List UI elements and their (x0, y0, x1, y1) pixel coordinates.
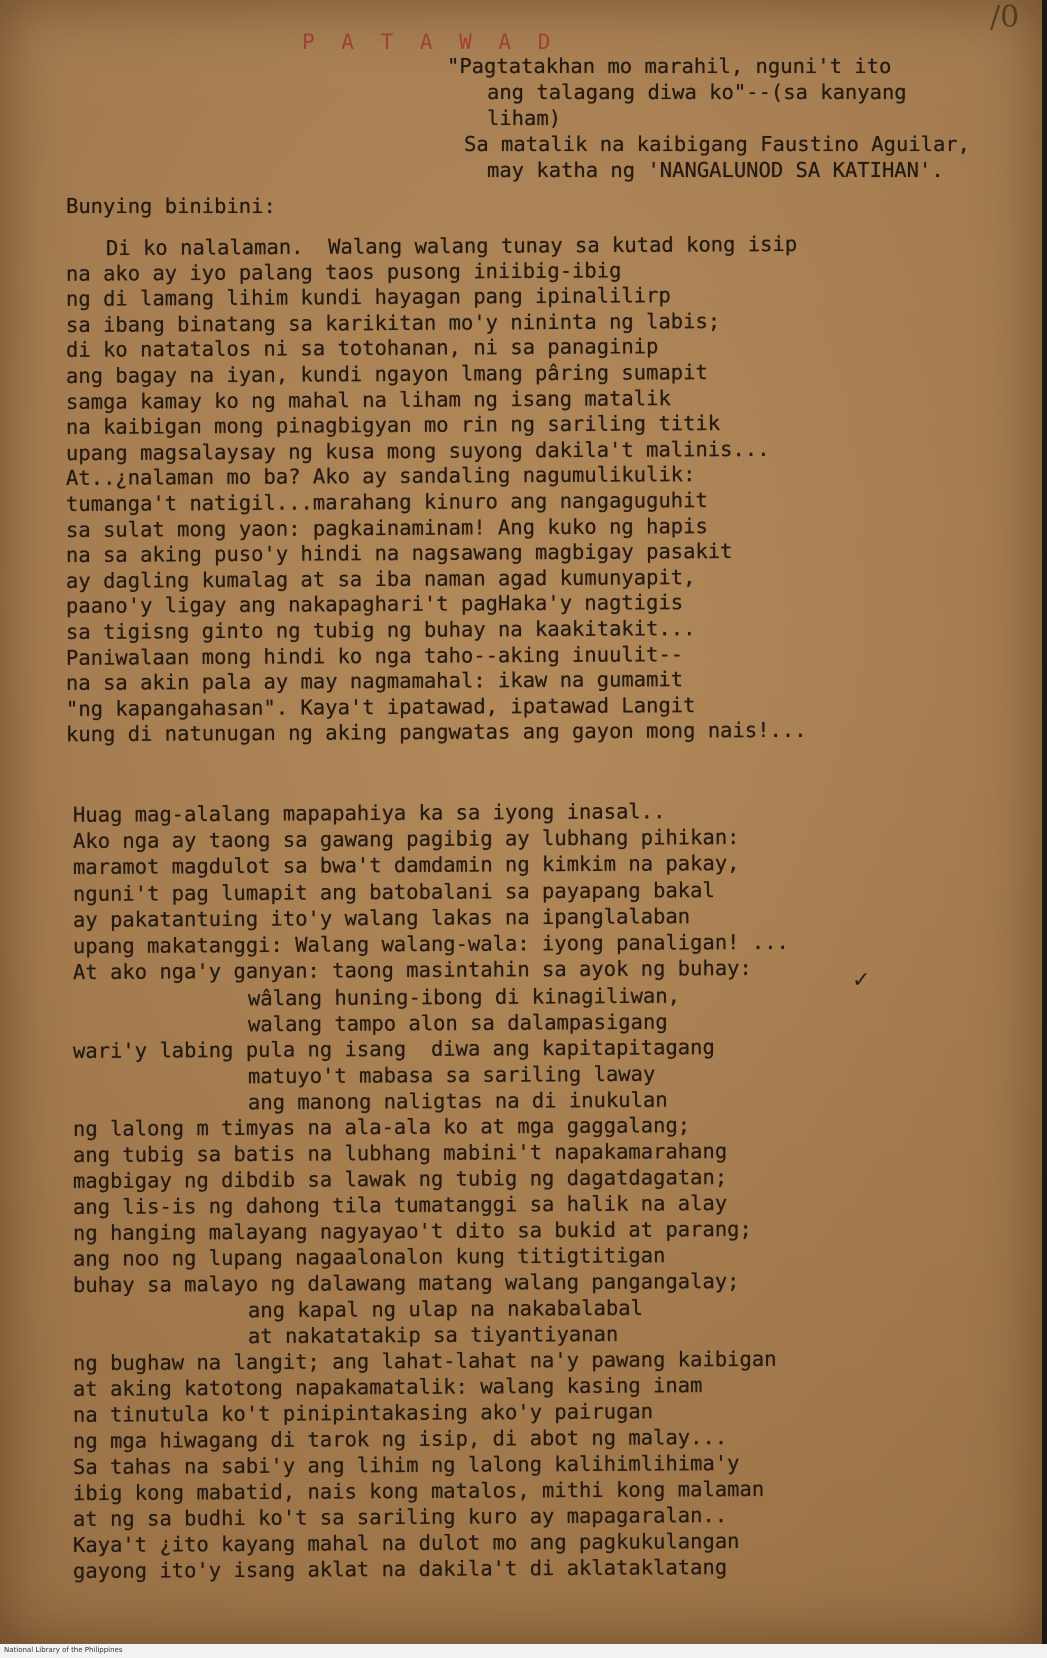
poem-line: sa tigisng ginto ng tubig ng buhay na kaakitakit... (65, 616, 696, 644)
poem-line: ay dagling kumalag at sa iba naman agad kumunyapit, (65, 564, 696, 593)
poem-line: ng mga hiwagang di tarok ng isip, di abot ng malay... (72, 1425, 728, 1453)
poem-line: ang lis-is ng dahong tila tumatanggi sa halik na alay (72, 1191, 728, 1219)
poem-line: Sa tahas na sabi'y ang lihim ng lalong kalihimlihima'y (72, 1450, 740, 1480)
poem-line: "ng kapangahasan". Kaya't ipatawad, ipatawad Langit (65, 692, 696, 721)
poem-line: at aking katotong napakamatalik: walang kasing inam (72, 1373, 703, 1401)
poem-line: na tinutula ko't pinipintakasing ako'y pairugan (72, 1399, 654, 1427)
epigraph-line: liham) (487, 106, 562, 130)
epigraph-line: ang talagang diwa ko"--(sa kanyang (487, 80, 907, 104)
poem-line: kung di natunugan ng aking pangwatas ang gayon mong nais!... (65, 718, 807, 747)
checkmark-annotation: ✓ (852, 968, 871, 993)
poem-line: ang kapal ng ulap na nakabalabal (247, 1295, 644, 1323)
poem-line: wari'y labing pula ng isang diwa ang kapitapitagang (72, 1035, 715, 1063)
poem-line: na kaibigan mong pinagbigyan mo rin ng sariling titik (65, 411, 721, 440)
poem-line: sa ibang binatang sa karikitan mo'y nininta ng labis; (65, 308, 721, 337)
poem-line: ibig kong mabatid, nais kong matalos, mithi kong malaman (72, 1476, 765, 1506)
poem-line: ng lalong m timyas na ala-ala ko at mga gaggalang; (72, 1113, 691, 1141)
poem-line: wâlang huning-ibong di kinagiliwan, (247, 983, 681, 1011)
poem-line: ang noo ng lupang nagaalonalon kung titigtitigan (72, 1243, 666, 1271)
poem-line: gayong ito'y isang aklat na dakila't di aklataklatang (72, 1555, 728, 1583)
poem-line: matuyo't mabasa sa sariling laway (247, 1061, 656, 1089)
poem-title: P A T A W A D (302, 30, 558, 54)
poem-line: na ako ay iyo palang taos pusong iniibig-ibig (65, 257, 622, 286)
archive-page-number: /0 (990, 0, 1020, 35)
poem-line: di ko natatalos ni sa totohanan, ni sa panaginip (65, 334, 659, 363)
poem-line: ang manong naligtas na di inukulan (247, 1087, 668, 1115)
poem-line: na sa akin pala ay may nagmamahal: ikaw na gumamit (65, 667, 684, 696)
footer-strip (0, 1644, 1047, 1658)
poem-line: upang magsalaysay ng kusa mong suyong dakila't malinis... (65, 436, 770, 465)
poem-line: at ng sa budhi ko't sa sariling kuro ay mapagaralan.. (72, 1503, 728, 1531)
poem-line: nguni't pag lumapit ang batobalani sa payapang bakal (72, 877, 715, 906)
poem-line: Kaya't ¿ito kayang mahal na dulot mo ang pagkukulangan (72, 1528, 740, 1558)
poem-line: ng bughaw na langit; ang lahat-lahat na'y pawang kaibigan (72, 1346, 777, 1376)
poem-line: buhay sa malayo ng dalawang matang walang pangangalay; (72, 1268, 740, 1298)
poem-line: Huag mag-alalang mapapahiya ka sa iyong inasal.. (72, 799, 666, 827)
library-credit: National Library of the Philippines (4, 1646, 123, 1654)
poem-line: magbigay ng dibdib sa lawak ng tubig ng dagatdagatan; (72, 1165, 728, 1193)
salutation: Bunying binibini: (66, 194, 276, 218)
poem-line: samga kamay ko ng mahal na liham ng isang matalik (65, 385, 671, 414)
epigraph-line: may katha ng 'NANGALUNOD SA KATIHAN'. (487, 158, 944, 182)
poem-line: at nakatatakip sa tiyantiyanan (247, 1321, 619, 1349)
poem-line: Ako nga ay taong sa gawang pagibig ay lubhang pihikan: (72, 825, 740, 854)
poem-line: At ako nga'y ganyan: taong masintahin sa ayok ng buhay: (72, 956, 752, 985)
poem-line: ang bagay na iyan, kundi ngayon lmang pâring sumapit (65, 360, 708, 388)
poem-line: Di ko nalalaman. Walang walang tunay sa kutad kong isip (105, 231, 798, 261)
poem-line: ng di lamang lihim kundi hayagan pang ipinalilirp (65, 283, 671, 312)
poem-line: Paniwalaan mong hindi ko nga taho--aking inuulit-- (65, 641, 684, 670)
poem-line: ng hanging malayang nagyayao't dito sa bukid at parang; (72, 1216, 752, 1246)
poem-line: upang makatanggi: Walang walang-wala: iyong panaligan! ... (72, 929, 789, 959)
poem-line: walang tampo alon sa dalampasigang (247, 1009, 668, 1037)
poem-line: tumanga't natigil...marahang kinuro ang nangaguguhit (65, 488, 708, 516)
poem-line: ay pakatantuing ito'y walang lakas na ipanglalaban (72, 903, 691, 932)
poem-line: ang tubig sa batis na lubhang mabini't napakamarahang (72, 1139, 728, 1167)
poem-line: maramot magdulot sa bwa't damdamin ng kimkim na pakay, (72, 851, 740, 880)
epigraph-line: Sa matalik na kaibigang Faustino Aguilar, (464, 132, 971, 156)
poem-line: At..¿nalaman mo ba? Ako ay sandaling nagumulikulik: (65, 462, 696, 491)
poem-line: paano'y ligay ang nakapaghari't pagHaka'y nagtigis (65, 590, 684, 619)
poem-line: na sa aking puso'y hindi na nagsawang magbigay pasakit (65, 539, 733, 568)
poem-line: sa sulat mong yaon: pagkainaminam! Ang kuko ng hapis (65, 513, 708, 542)
epigraph-line: "Pagtatakhan mo marahil, nguni't ito (447, 54, 892, 78)
